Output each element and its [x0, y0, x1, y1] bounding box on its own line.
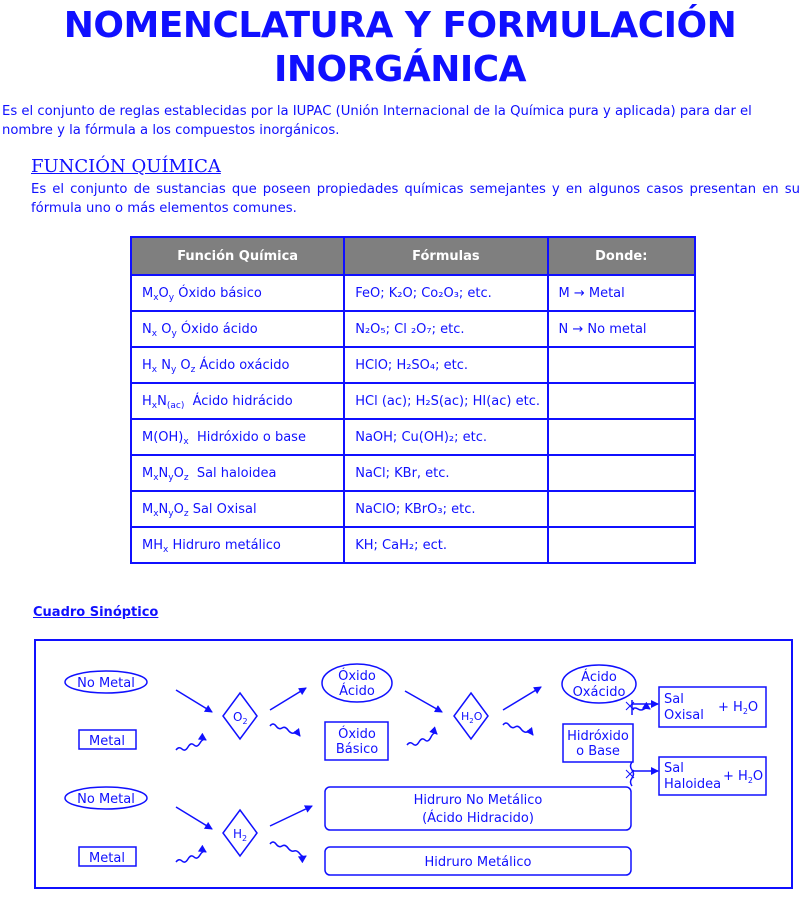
table-row — [131, 275, 695, 311]
wavy-arrow-h2o-hidroxido — [503, 723, 533, 735]
oxido-basico-label-2: Básico — [335, 742, 379, 757]
cell-func: $M_xO_y$ Óxido básico — [131, 275, 344, 311]
table-row — [131, 455, 695, 491]
arrow-nometal-h2 — [176, 807, 212, 829]
header-donde: Donde: — [548, 237, 696, 275]
table-row — [131, 347, 695, 383]
sal-oxisal-label-2: Oxisal — [664, 708, 704, 723]
oxido-basico-label-1: Óxido — [338, 727, 376, 742]
table-row — [131, 311, 695, 347]
cell-formulas: NaClO; KBrO₃; etc. — [344, 491, 547, 527]
sal-haloidea-plus-h2o: + $H_2O$ — [723, 769, 764, 785]
arrow-h2o-acido-oxacido — [503, 687, 541, 710]
cell-donde — [548, 491, 696, 527]
cell-func: $H_xN_{(ac)}$ Ácido hidrácido — [131, 383, 344, 419]
cell-donde — [548, 347, 696, 383]
cell-donde: N → No metal — [548, 311, 696, 347]
table-row — [131, 491, 695, 527]
acido-oxacido-label-2: Oxácido — [572, 685, 626, 700]
cell-func: $M_xN_yO_z$ Sal Oxisal — [131, 491, 344, 527]
h2-label: $H_2$ — [233, 827, 248, 843]
cell-donde — [548, 455, 696, 491]
arrow-o2-oxido-acido — [270, 688, 306, 710]
page-title: NOMENCLATURA Y FORMULACIÓN INORGÁNICA — [63, 5, 737, 90]
wavy-arrow-h2-hidruro-metalico — [270, 842, 306, 857]
cell-donde — [548, 527, 696, 563]
arrow-nometal-o2 — [176, 690, 212, 712]
metal-label-1: Metal — [89, 734, 125, 749]
cell-donde: M → Metal — [548, 275, 696, 311]
table-row — [131, 419, 695, 455]
cell-func: $N_x$ $O_y$ Óxido ácido — [131, 311, 344, 347]
oxido-acido-label-1: Óxido — [338, 669, 376, 684]
header-funcion: Función Química — [131, 237, 344, 275]
arrow-oxidoacido-h2o — [405, 691, 442, 712]
cell-func: $M_xN_yO_z$ Sal haloidea — [131, 455, 344, 491]
hidroxido-label-1: Hidróxido — [567, 729, 629, 744]
hidroxido-label-2: o Base — [576, 744, 620, 759]
cell-donde — [548, 383, 696, 419]
wavy-arrow-metal-h2 — [176, 851, 206, 862]
table-row — [131, 527, 695, 563]
cell-formulas: NaCl; KBr, etc. — [344, 455, 547, 491]
cell-formulas: HCl (ac); H₂S(ac); HI(ac) etc. — [344, 383, 547, 419]
cell-func: $MH_x$ Hidruro metálico — [131, 527, 344, 563]
sal-haloidea-label-2: Haloidea — [664, 777, 722, 792]
intro-paragraph: Es el conjunto de reglas establecidas por la IUPAC (Unión Internacional de la Química pura y aplicada) para dar el nombre y la fórmula a los compuestos inorgánicos. — [2, 104, 752, 138]
cell-formulas: N₂O₅; Cl ₂O₇; etc. — [344, 311, 547, 347]
header-formulas: Fórmulas — [344, 237, 547, 275]
cell-formulas: HClO; H₂SO₄; etc. — [344, 347, 547, 383]
wavy-connector-hidroxido — [631, 762, 634, 786]
table-row — [131, 383, 695, 419]
cell-func: $H_x$ $N_y$ $O_z$ Ácido oxácido — [131, 347, 344, 383]
cell-func: $M(OH)_x$ Hidróxido o base — [131, 419, 344, 455]
o2-label: $O_2$ — [233, 710, 248, 726]
cell-donde — [548, 419, 696, 455]
arrow-to-sal-oxisal — [632, 708, 650, 710]
no-metal-label-1: No Metal — [77, 676, 135, 691]
cuadro-sinoptico-label: Cuadro Sinóptico — [33, 605, 159, 620]
acido-oxacido-label-1: Ácido — [581, 670, 617, 685]
section-paragraph: Es el conjunto de sustancias que poseen propiedades químicas semejantes y en algunos casos presentan en su fórmula uno o más elementos comunes. — [31, 182, 800, 216]
h2o-label: $H_2O$ — [461, 710, 483, 725]
sal-oxisal-label-1: Sal — [664, 692, 684, 707]
sal-oxisal-plus-h2o: + $H_2O$ — [718, 700, 759, 716]
wavy-arrow-metal-o2 — [176, 739, 206, 750]
metal-label-2: Metal — [89, 851, 125, 866]
cell-formulas: FeO; K₂O; Co₂O₃; etc. — [344, 275, 547, 311]
arrow-h2-hidruro-nometalico — [270, 806, 312, 826]
h2o-diamond — [454, 693, 488, 739]
oxido-acido-label-2: Ácido — [339, 684, 375, 699]
no-metal-label-2: No Metal — [77, 792, 135, 807]
wavy-arrow-o2-oxido-basico — [270, 724, 300, 736]
functions-table — [130, 236, 696, 564]
cell-formulas: KH; CaH₂; ect. — [344, 527, 547, 563]
hidruro-metalico-label: Hidruro Metálico — [424, 855, 532, 870]
hidruro-no-metalico-label-1: Hidruro No Metálico — [413, 793, 543, 808]
cross-mark-1 — [626, 702, 634, 710]
synoptic-diagram — [0, 630, 800, 897]
table-header-row — [131, 237, 695, 275]
cell-formulas: NaOH; Cu(OH)₂; etc. — [344, 419, 547, 455]
wavy-arrow-oxidobasico-h2o — [407, 733, 437, 745]
hidruro-no-metalico-label-2: (Ácido Hidracido) — [422, 811, 534, 826]
section-heading: FUNCIÓN QUÍMICA — [31, 156, 221, 177]
sal-haloidea-label-1: Sal — [664, 761, 684, 776]
